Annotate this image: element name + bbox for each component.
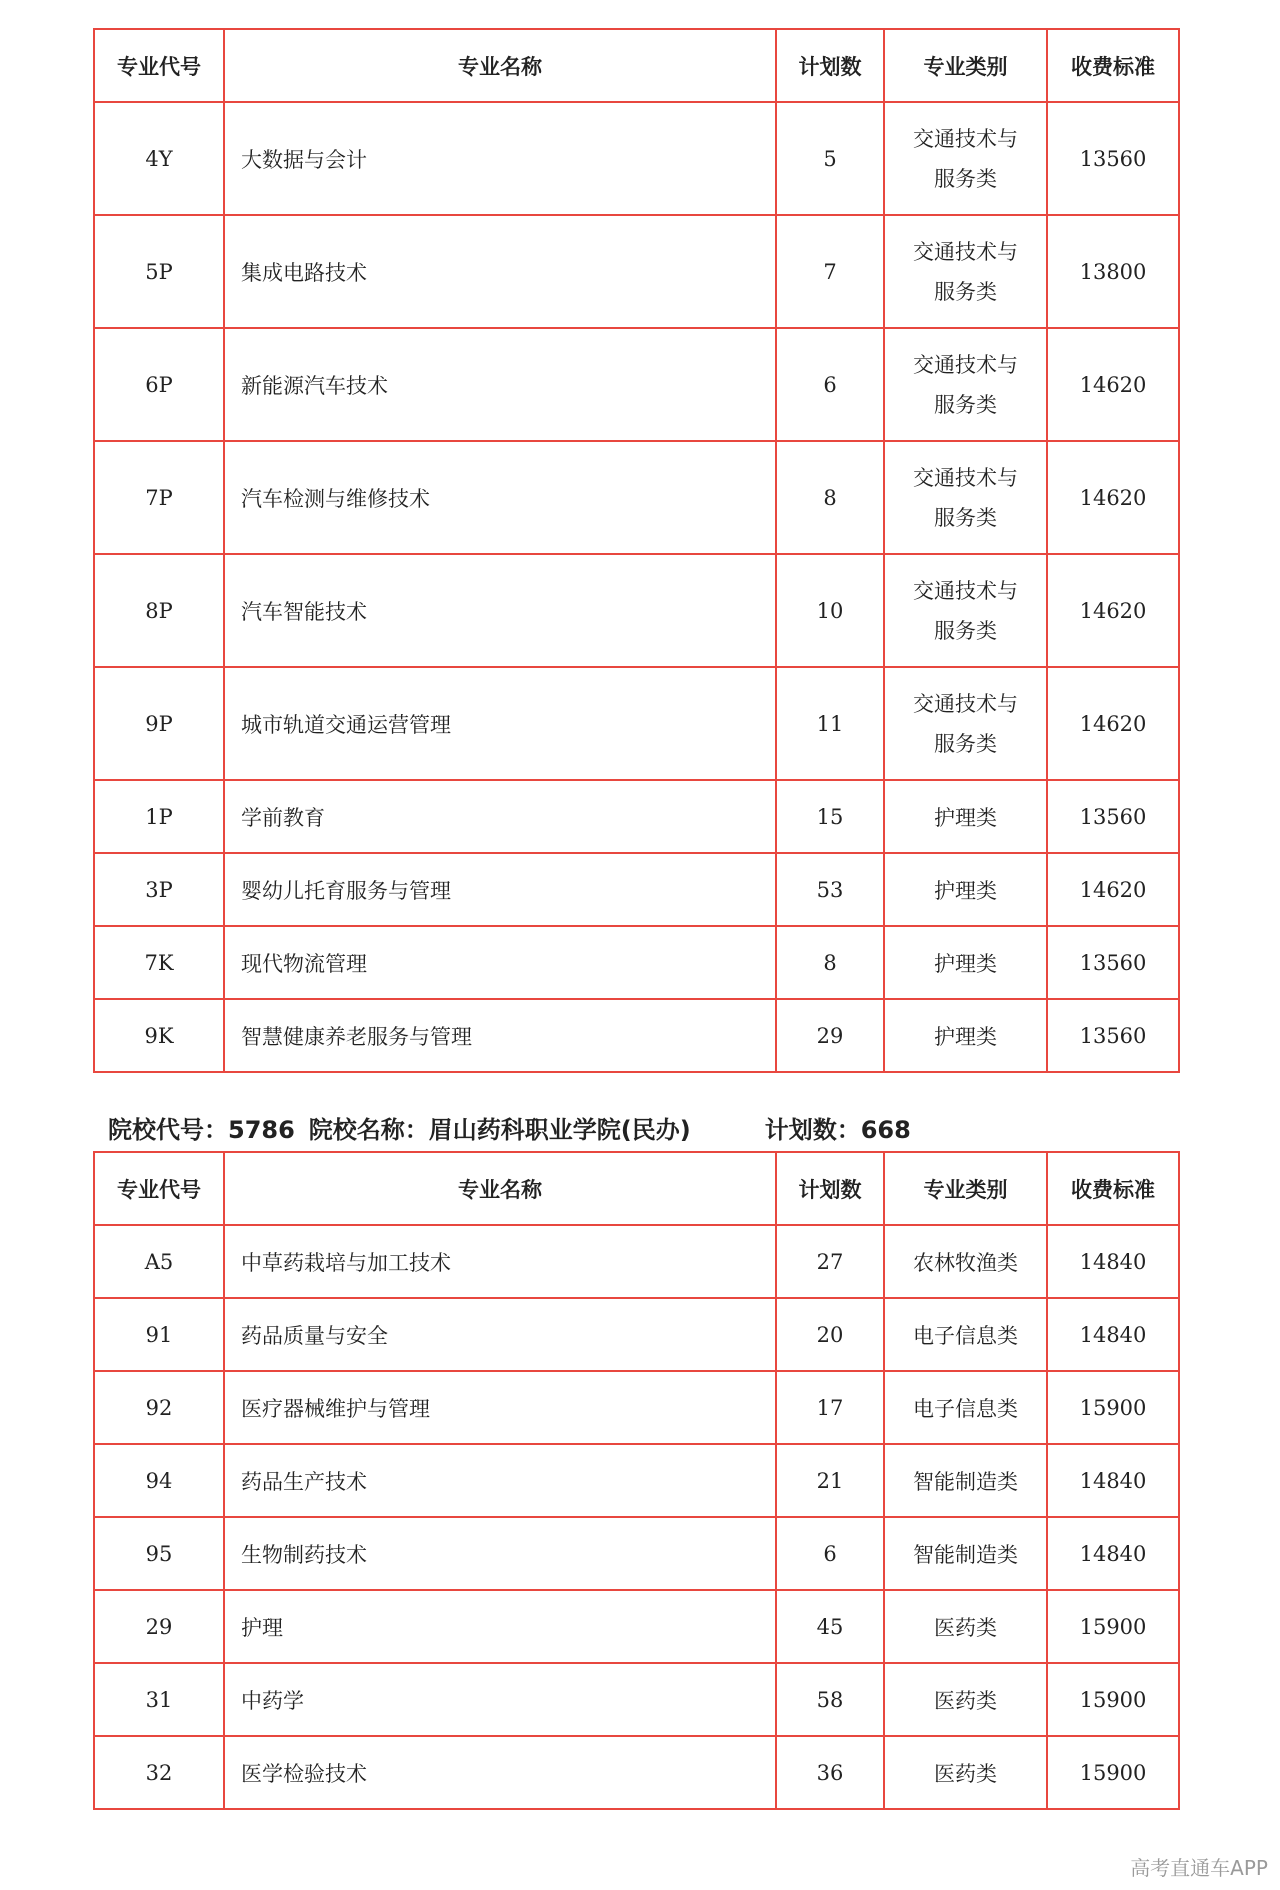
major-name: 现代物流管理	[224, 926, 776, 999]
watermark: 高考直通车APP	[1130, 1856, 1268, 1880]
table-row	[94, 1663, 1179, 1736]
plan-count: 27	[776, 1225, 884, 1298]
school-info	[108, 1110, 925, 1145]
major-code: 32	[94, 1736, 224, 1809]
category-line: 服务类	[934, 618, 997, 643]
major-name: 医疗器械维护与管理	[224, 1371, 776, 1444]
fee: 13560	[1047, 926, 1179, 999]
major-name: 智慧健康养老服务与管理	[224, 999, 776, 1072]
header-name: 专业名称	[224, 1152, 776, 1225]
fee: 13800	[1047, 215, 1179, 328]
major-code: 91	[94, 1298, 224, 1371]
major-category: 护理类	[884, 853, 1047, 926]
school-name: 院校名称：眉山药科职业学院(民办)	[308, 1116, 691, 1144]
plan-count: 8	[776, 926, 884, 999]
fee: 15900	[1047, 1663, 1179, 1736]
plan-count: 17	[776, 1371, 884, 1444]
header-plan: 计划数	[776, 29, 884, 102]
fee: 15900	[1047, 1590, 1179, 1663]
fee: 14840	[1047, 1517, 1179, 1590]
plan-count: 53	[776, 853, 884, 926]
major-code: 94	[94, 1444, 224, 1517]
fee: 13560	[1047, 999, 1179, 1072]
major-category: 电子信息类	[884, 1298, 1047, 1371]
category-line: 交通技术与	[913, 352, 1018, 377]
plan-count: 45	[776, 1590, 884, 1663]
header-category: 专业类别	[884, 1152, 1047, 1225]
plan-count: 6	[776, 1517, 884, 1590]
table-row	[94, 1298, 1179, 1371]
major-category: 智能制造类	[884, 1517, 1047, 1590]
table-row	[94, 1590, 1179, 1663]
table-row	[94, 780, 1179, 853]
table-row	[94, 1371, 1179, 1444]
table-row	[94, 853, 1179, 926]
fee: 13560	[1047, 102, 1179, 215]
category-line: 交通技术与	[913, 239, 1018, 264]
fee: 14620	[1047, 328, 1179, 441]
major-code: 7K	[94, 926, 224, 999]
major-category	[884, 554, 1047, 667]
plan-count: 7	[776, 215, 884, 328]
plan-count: 5	[776, 102, 884, 215]
major-code: 9K	[94, 999, 224, 1072]
major-code: 4Y	[94, 102, 224, 215]
table-row	[94, 999, 1179, 1072]
fee: 14620	[1047, 554, 1179, 667]
plan-count: 10	[776, 554, 884, 667]
plan-count: 58	[776, 1663, 884, 1736]
major-code: 92	[94, 1371, 224, 1444]
fee: 14620	[1047, 441, 1179, 554]
major-code: 31	[94, 1663, 224, 1736]
table-row	[94, 328, 1179, 441]
table-row	[94, 1444, 1179, 1517]
header-fee: 收费标准	[1047, 29, 1179, 102]
major-code: 3P	[94, 853, 224, 926]
major-category: 电子信息类	[884, 1371, 1047, 1444]
category-line: 服务类	[934, 731, 997, 756]
header-code: 专业代号	[94, 29, 224, 102]
table-row	[94, 441, 1179, 554]
major-category	[884, 215, 1047, 328]
plan-count: 29	[776, 999, 884, 1072]
major-category: 护理类	[884, 926, 1047, 999]
category-line: 交通技术与	[913, 465, 1018, 490]
category-line: 交通技术与	[913, 578, 1018, 603]
major-name: 学前教育	[224, 780, 776, 853]
table-header-row	[94, 1152, 1179, 1225]
major-name: 新能源汽车技术	[224, 328, 776, 441]
table-row	[94, 554, 1179, 667]
header-plan: 计划数	[776, 1152, 884, 1225]
major-name: 中药学	[224, 1663, 776, 1736]
table-row	[94, 1225, 1179, 1298]
major-name: 汽车检测与维修技术	[224, 441, 776, 554]
major-name: 生物制药技术	[224, 1517, 776, 1590]
major-code: 9P	[94, 667, 224, 780]
major-code: 5P	[94, 215, 224, 328]
table-row	[94, 667, 1179, 780]
major-category	[884, 441, 1047, 554]
plan-count: 15	[776, 780, 884, 853]
header-category: 专业类别	[884, 29, 1047, 102]
plan-count: 36	[776, 1736, 884, 1809]
header-fee: 收费标准	[1047, 1152, 1179, 1225]
category-line: 服务类	[934, 166, 997, 191]
plan-count: 21	[776, 1444, 884, 1517]
fee: 14840	[1047, 1444, 1179, 1517]
major-name: 婴幼儿托育服务与管理	[224, 853, 776, 926]
major-category	[884, 667, 1047, 780]
major-category: 护理类	[884, 999, 1047, 1072]
major-category	[884, 102, 1047, 215]
major-name: 药品生产技术	[224, 1444, 776, 1517]
major-code: 7P	[94, 441, 224, 554]
major-table-2	[93, 1151, 1180, 1810]
plan-count: 6	[776, 328, 884, 441]
category-line: 交通技术与	[913, 691, 1018, 716]
table-row	[94, 1517, 1179, 1590]
fee: 14620	[1047, 853, 1179, 926]
school-code: 院校代号：5786	[108, 1116, 295, 1144]
major-code: 29	[94, 1590, 224, 1663]
table-row	[94, 926, 1179, 999]
category-line: 服务类	[934, 392, 997, 417]
major-name: 汽车智能技术	[224, 554, 776, 667]
table-row	[94, 102, 1179, 215]
fee: 15900	[1047, 1736, 1179, 1809]
fee: 13560	[1047, 780, 1179, 853]
table-row	[94, 215, 1179, 328]
major-name: 集成电路技术	[224, 215, 776, 328]
major-code: 1P	[94, 780, 224, 853]
major-name: 城市轨道交通运营管理	[224, 667, 776, 780]
category-line: 服务类	[934, 505, 997, 530]
header-code: 专业代号	[94, 1152, 224, 1225]
major-name: 护理	[224, 1590, 776, 1663]
major-category: 农林牧渔类	[884, 1225, 1047, 1298]
major-name: 医学检验技术	[224, 1736, 776, 1809]
major-name: 中草药栽培与加工技术	[224, 1225, 776, 1298]
fee: 14840	[1047, 1298, 1179, 1371]
major-category: 医药类	[884, 1663, 1047, 1736]
major-code: 95	[94, 1517, 224, 1590]
major-category: 医药类	[884, 1736, 1047, 1809]
major-category: 智能制造类	[884, 1444, 1047, 1517]
plan-count: 11	[776, 667, 884, 780]
major-table-1	[93, 28, 1180, 1073]
major-name: 药品质量与安全	[224, 1298, 776, 1371]
major-category	[884, 328, 1047, 441]
fee: 15900	[1047, 1371, 1179, 1444]
major-category: 护理类	[884, 780, 1047, 853]
school-plan-total: 计划数：668	[764, 1116, 911, 1144]
header-name: 专业名称	[224, 29, 776, 102]
table-header-row	[94, 29, 1179, 102]
table-row	[94, 1736, 1179, 1809]
major-code: 8P	[94, 554, 224, 667]
category-line: 交通技术与	[913, 126, 1018, 151]
major-code: A5	[94, 1225, 224, 1298]
major-category: 医药类	[884, 1590, 1047, 1663]
plan-count: 8	[776, 441, 884, 554]
major-name: 大数据与会计	[224, 102, 776, 215]
fee: 14620	[1047, 667, 1179, 780]
major-code: 6P	[94, 328, 224, 441]
fee: 14840	[1047, 1225, 1179, 1298]
plan-count: 20	[776, 1298, 884, 1371]
category-line: 服务类	[934, 279, 997, 304]
